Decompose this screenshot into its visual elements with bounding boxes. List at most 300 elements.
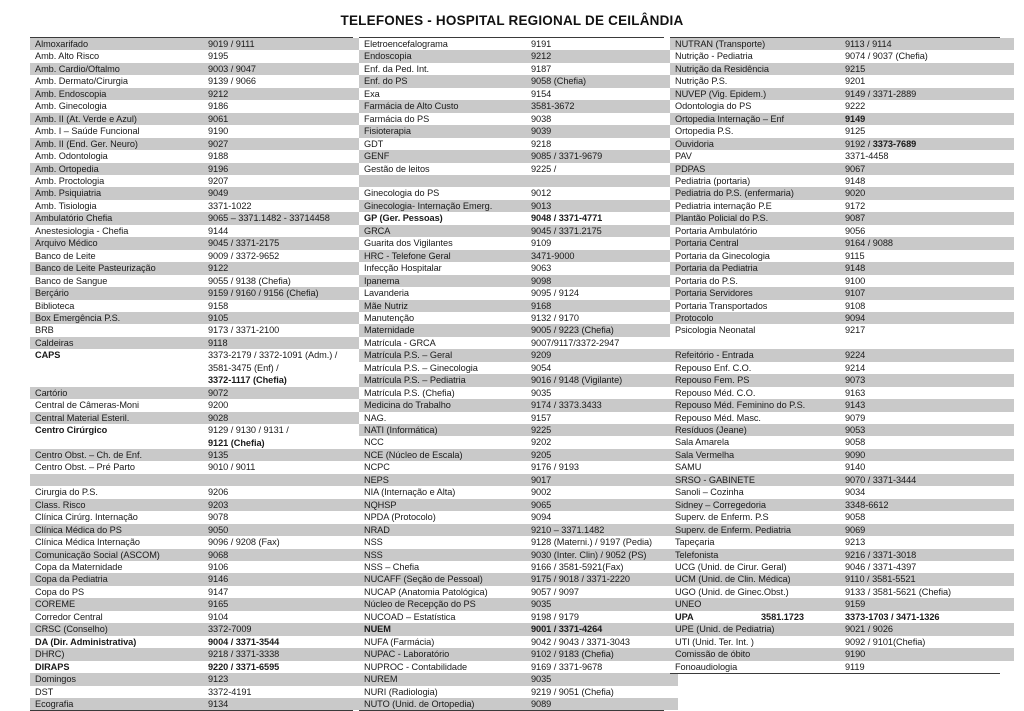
- table-row: [670, 636, 1014, 648]
- phone-number: 3471-9000: [526, 250, 678, 262]
- department-name: Endoscopia: [359, 50, 526, 62]
- table-row: [30, 187, 367, 199]
- phone-number: 9017: [526, 474, 678, 486]
- table-row: [670, 88, 1014, 100]
- table-row: [359, 63, 678, 75]
- table-row: [30, 287, 367, 299]
- department-name: Amb. Psiquiatria: [30, 187, 203, 199]
- table-row: [670, 436, 1014, 448]
- phone-number: 3372-7009: [203, 623, 367, 635]
- department-name: NUPAC - Laboratório: [359, 648, 526, 660]
- phone-number: 9166 / 3581-5921(Fax): [526, 561, 678, 573]
- department-name: NIA (Internação e Alta): [359, 486, 526, 498]
- department-name: NCC: [359, 436, 526, 448]
- table-row: [359, 349, 678, 361]
- phone-number: 9108: [840, 300, 1014, 312]
- phone-number: 9058 (Chefia): [526, 75, 678, 87]
- phone-number: 9119: [840, 661, 1014, 673]
- phone-number: 9085 / 3371-9679: [526, 150, 678, 162]
- department-name: Amb. Odontologia: [30, 150, 203, 162]
- department-name: SAMU: [670, 461, 840, 473]
- phone-number: 9215: [840, 63, 1014, 75]
- department-name: Amb. Cardio/Oftalmo: [30, 63, 203, 75]
- department-name: Telefonista: [670, 549, 840, 561]
- table-row: [30, 225, 367, 237]
- table-row: [30, 374, 367, 386]
- phone-number: 3348-6612: [840, 499, 1014, 511]
- phone-number: 3373-2179 / 3372-1091 (Adm.) /: [203, 349, 367, 361]
- phone-number: 9106: [203, 561, 367, 573]
- department-name: GP (Ger. Pessoas): [359, 212, 526, 224]
- department-name: Banco de Leite: [30, 250, 203, 262]
- phone-number: 3581-3475 (Enf) /: [203, 362, 367, 374]
- table-row: [359, 686, 678, 698]
- phone-number: 9146: [203, 573, 367, 585]
- table-row: [359, 300, 678, 312]
- table-row: [30, 549, 367, 561]
- department-name: Superv. de Enferm. Pediatria: [670, 524, 840, 536]
- telephone-table-2: [359, 38, 678, 710]
- department-name: Portaria do P.S.: [670, 275, 840, 287]
- table-row: [30, 636, 367, 648]
- phone-number: 9190: [203, 125, 367, 137]
- table-row: [359, 38, 678, 50]
- department-name: Domingos: [30, 673, 203, 685]
- department-name: NEPS: [359, 474, 526, 486]
- phone-number: 9034: [840, 486, 1014, 498]
- table-row: [670, 536, 1014, 548]
- table-row: [359, 387, 678, 399]
- table-row: [670, 598, 1014, 610]
- table-row: [670, 661, 1014, 673]
- department-name: Matrícula P.S. – Pediatria: [359, 374, 526, 386]
- department-name: Biblioteca: [30, 300, 203, 312]
- phone-number: 9079: [840, 412, 1014, 424]
- table-row: [359, 611, 678, 623]
- department-name: Amb. I – Saúde Funcional: [30, 125, 203, 137]
- department-name: UCM (Unid. de Clin. Médica): [670, 573, 840, 585]
- department-name: Odontologia do PS: [670, 100, 840, 112]
- phone-number: 9165: [203, 598, 367, 610]
- department-name: Anestesiologia - Chefia: [30, 225, 203, 237]
- department-name: [30, 437, 203, 449]
- table-row: [359, 75, 678, 87]
- table-row: [30, 175, 367, 187]
- phone-number: 9225 /: [526, 163, 678, 175]
- phone-number: 9123: [203, 673, 367, 685]
- table-row: [670, 499, 1014, 511]
- department-name: Banco de Sangue: [30, 275, 203, 287]
- table-row: [359, 598, 678, 610]
- department-name: BRB: [30, 324, 203, 336]
- department-name: Centro Cirúrgico: [30, 424, 203, 436]
- phone-number: 9065: [526, 499, 678, 511]
- department-name: UPE (Unid. de Pediatria): [670, 623, 840, 635]
- phone-number: 9168: [526, 300, 678, 312]
- phone-number: 9028: [203, 412, 367, 424]
- phone-number: 9187: [526, 63, 678, 75]
- table-row: [30, 75, 367, 87]
- phone-number: 9218 / 3371-3338: [203, 648, 367, 660]
- department-name: Portaria da Ginecologia: [670, 250, 840, 262]
- table-row: [30, 125, 367, 137]
- table-row: [670, 275, 1014, 287]
- phone-number: 9222: [840, 100, 1014, 112]
- table-row: [30, 524, 367, 536]
- phone-number: 9118: [203, 337, 367, 349]
- table-row: [670, 586, 1014, 598]
- department-name: NAG.: [359, 412, 526, 424]
- phone-number: 9061: [203, 113, 367, 125]
- department-name: Portaria Transportados: [670, 300, 840, 312]
- phone-number: 9132 / 9170: [526, 312, 678, 324]
- department-name: Enf. da Ped. Int.: [359, 63, 526, 75]
- department-name: Centro Obst. – Ch. de Enf.: [30, 449, 203, 461]
- department-name: Ginecologia do PS: [359, 187, 526, 199]
- department-name: Amb. Alto Risco: [30, 50, 203, 62]
- phone-number: 9068: [203, 549, 367, 561]
- phone-number: 9163: [840, 387, 1014, 399]
- phone-number: 9089: [526, 698, 678, 710]
- table-row: [30, 698, 367, 710]
- phone-number: 9049: [203, 187, 367, 199]
- table-row: [670, 287, 1014, 299]
- table-row: [30, 686, 367, 698]
- phone-number: 9110 / 3581-5521: [840, 573, 1014, 585]
- phone-number: 9003 / 9047: [203, 63, 367, 75]
- phone-number: 9158: [203, 300, 367, 312]
- department-name: Copa da Maternidade: [30, 561, 203, 573]
- department-name: [30, 374, 203, 386]
- department-name: Portaria Ambulatório: [670, 225, 840, 237]
- phone-number: 9210 – 3371.1482: [526, 524, 678, 536]
- department-name: Resíduos (Jeane): [670, 424, 840, 436]
- table-row: [359, 113, 678, 125]
- department-name: CAPS: [30, 349, 203, 361]
- phone-number: 9094: [526, 511, 678, 523]
- phone-number: 9140: [840, 461, 1014, 473]
- phone-number: 9143: [840, 399, 1014, 411]
- department-name: NUTO (Unid. de Ortopedia): [359, 698, 526, 710]
- table-row: [30, 212, 367, 224]
- department-name: Repouso Méd. Feminino do P.S.: [670, 399, 840, 411]
- department-name: PAV: [670, 150, 840, 162]
- department-name: DA (Dir. Administrativa): [30, 636, 203, 648]
- table-row: [30, 150, 367, 162]
- table-row: [359, 573, 678, 585]
- department-name: Farmácia do PS: [359, 113, 526, 125]
- department-name: DST: [30, 686, 203, 698]
- department-name: [30, 474, 203, 486]
- department-name: Amb. Endoscopia: [30, 88, 203, 100]
- phone-number: 9157: [526, 412, 678, 424]
- department-name: Box Emergência P.S.: [30, 312, 203, 324]
- phone-number: 9218: [526, 138, 678, 150]
- department-name: Repouso Méd. C.O.: [670, 387, 840, 399]
- department-name: NUREM: [359, 673, 526, 685]
- table-row: [670, 337, 1014, 349]
- phone-number: [203, 474, 367, 486]
- department-name: Núcleo de Recepção do PS: [359, 598, 526, 610]
- table-row: [670, 399, 1014, 411]
- phone-number: 9205: [526, 449, 678, 461]
- phone-number: 9005 / 9223 (Chefia): [526, 324, 678, 336]
- telephone-table-1: [30, 38, 367, 710]
- phone-number: 9048 / 3371-4771: [526, 212, 678, 224]
- phone-number: 9016 / 9148 (Vigilante): [526, 374, 678, 386]
- department-name: Fisioterapia: [359, 125, 526, 137]
- table-row: [359, 287, 678, 299]
- department-name: Cartório: [30, 387, 203, 399]
- table-row: [30, 661, 367, 673]
- phone-number: 9055 / 9138 (Chefia): [203, 275, 367, 287]
- phone-number: 9121 (Chefia): [203, 437, 367, 449]
- table-row: [30, 412, 367, 424]
- table-row: [359, 262, 678, 274]
- table-row: [30, 573, 367, 585]
- phone-number: 9200: [203, 399, 367, 411]
- phone-number: 9010 / 9011: [203, 461, 367, 473]
- phone-number: 9135: [203, 449, 367, 461]
- directory-column-3: [670, 37, 1000, 674]
- table-row: [670, 424, 1014, 436]
- department-name: Banco de Leite Pasteurização: [30, 262, 203, 274]
- phone-number: 9190: [840, 648, 1014, 660]
- phone-number: 9214: [840, 362, 1014, 374]
- phone-number: 3373-1703 / 3471-1326: [840, 611, 1014, 623]
- table-row: [30, 623, 367, 635]
- phone-number: 9173 / 3371-2100: [203, 324, 367, 336]
- table-row: [670, 324, 1014, 336]
- table-row: [359, 100, 678, 112]
- phone-number: 9133 / 3581-5621 (Chefia): [840, 586, 1014, 598]
- table-row: [359, 412, 678, 424]
- department-name: NPDA (Protocolo): [359, 511, 526, 523]
- department-name: Amb. Tisiologia: [30, 200, 203, 212]
- department-name: Nutrição da Residência: [670, 63, 840, 75]
- table-row: [670, 300, 1014, 312]
- table-row: [359, 275, 678, 287]
- department-name: Ouvidoria: [670, 138, 840, 150]
- phone-number: 9090: [840, 449, 1014, 461]
- phone-number: 9196: [203, 163, 367, 175]
- phone-number: 9027: [203, 138, 367, 150]
- department-name: Centro Obst. – Pré Parto: [30, 461, 203, 473]
- table-row: [359, 200, 678, 212]
- department-name: Nutrição P.S.: [670, 75, 840, 87]
- phone-number: 9100: [840, 275, 1014, 287]
- department-name: GENF: [359, 150, 526, 162]
- table-row: [670, 349, 1014, 361]
- phone-number: 9104: [203, 611, 367, 623]
- department-name: CRSC (Conselho): [30, 623, 203, 635]
- department-name: Portaria Servidores: [670, 287, 840, 299]
- phone-number: 9144: [203, 225, 367, 237]
- phone-number: 9067: [840, 163, 1014, 175]
- department-name: Cirurgia do P.S.: [30, 486, 203, 498]
- phone-number: 9039: [526, 125, 678, 137]
- phone-number: 9045 / 3371.2175: [526, 225, 678, 237]
- department-name: [359, 175, 526, 187]
- table-row: [359, 461, 678, 473]
- phone-number: 9175 / 9018 / 3371-2220: [526, 573, 678, 585]
- table-row: [30, 312, 367, 324]
- table-row: [30, 349, 367, 361]
- department-name: Pediatria do P.S. (enfermaria): [670, 187, 840, 199]
- department-name: DIRAPS: [30, 661, 203, 673]
- table-row: [30, 399, 367, 411]
- phone-number: 3372-4191: [203, 686, 367, 698]
- phone-number: 9042 / 9043 / 3371-3043: [526, 636, 678, 648]
- table-row: [670, 100, 1014, 112]
- phone-number: 9217: [840, 324, 1014, 336]
- table-row: [359, 150, 678, 162]
- department-name: Fonoaudiologia: [670, 661, 840, 673]
- phone-number: 9035: [526, 673, 678, 685]
- table-row: [359, 499, 678, 511]
- department-name: Farmácia de Alto Custo: [359, 100, 526, 112]
- table-row: [30, 611, 367, 623]
- table-row: [670, 150, 1014, 162]
- table-row: [30, 387, 367, 399]
- phone-number: 9172: [840, 200, 1014, 212]
- phone-number: 9109: [526, 237, 678, 249]
- phone-number: 9147: [203, 586, 367, 598]
- department-name: NUCOAD – Estatística: [359, 611, 526, 623]
- department-name: Matrícula P.S. – Ginecologia: [359, 362, 526, 374]
- table-row: [359, 374, 678, 386]
- page-title: TELEFONES - HOSPITAL REGIONAL DE CEILÂNDIA: [340, 13, 684, 28]
- table-row: [670, 387, 1014, 399]
- department-name: Ipanema: [359, 275, 526, 287]
- phone-number: 9128 (Materni.) / 9197 (Pedia): [526, 536, 678, 548]
- table-row: [359, 225, 678, 237]
- phone-number: 9176 / 9193: [526, 461, 678, 473]
- phone-number-primary: 9192 /: [845, 138, 873, 149]
- department-name: Matrícula P.S. – Geral: [359, 349, 526, 361]
- phone-number: 9050: [203, 524, 367, 536]
- phone-number: 9134: [203, 698, 367, 710]
- phone-number: 9002: [526, 486, 678, 498]
- phone-number: 9216 / 3371-3018: [840, 549, 1014, 561]
- department-name: Corredor Central: [30, 611, 203, 623]
- table-row: [30, 163, 367, 175]
- table-row: [359, 698, 678, 710]
- phone-number: 9107: [840, 287, 1014, 299]
- phone-number: 3581-3672: [526, 100, 678, 112]
- table-row: [359, 50, 678, 62]
- table-row: [359, 623, 678, 635]
- phone-number: 9069: [840, 524, 1014, 536]
- department-name: Pediatria (portaria): [670, 175, 840, 187]
- table-row: [30, 461, 367, 473]
- phone-number: 9198 / 9179: [526, 611, 678, 623]
- table-row: [30, 499, 367, 511]
- table-row: [30, 200, 367, 212]
- department-name: Clínica Médica do PS: [30, 524, 203, 536]
- table-row: [670, 250, 1014, 262]
- phone-number: 9021 / 9026: [840, 623, 1014, 635]
- table-row: [359, 661, 678, 673]
- table-row: [670, 50, 1014, 62]
- department-name: Guarita dos Vigilantes: [359, 237, 526, 249]
- department-name: NUEM: [359, 623, 526, 635]
- table-row: [30, 237, 367, 249]
- department-name: Sala Amarela: [670, 436, 840, 448]
- phone-number: 9219 / 9051 (Chefia): [526, 686, 678, 698]
- phone-number-secondary: 3581.1723: [761, 611, 804, 622]
- department-name: Eletroencefalograma: [359, 38, 526, 50]
- phone-number: 9074 / 9037 (Chefia): [840, 50, 1014, 62]
- table-row: [30, 449, 367, 461]
- table-row: [30, 474, 367, 486]
- department-name: DHRC): [30, 648, 203, 660]
- phone-number: 9096 / 9208 (Fax): [203, 536, 367, 548]
- department-name: UGO (Unid. de Ginec.Obst.): [670, 586, 840, 598]
- department-name: Central de Câmeras-Moni: [30, 399, 203, 411]
- phone-number: 9224: [840, 349, 1014, 361]
- directory-column-1: [30, 37, 353, 711]
- phone-number: 9212: [526, 50, 678, 62]
- department-name: Enf. do PS: [359, 75, 526, 87]
- table-row: [670, 163, 1014, 175]
- table-row: [359, 212, 678, 224]
- table-row: [670, 611, 1014, 623]
- table-row: [670, 113, 1014, 125]
- department-name: Ambulatório Chefia: [30, 212, 203, 224]
- department-name: Caldeiras: [30, 337, 203, 349]
- department-name: UCG (Unid. de Cirur. Geral): [670, 561, 840, 573]
- table-row: [30, 561, 367, 573]
- phone-number: 9020: [840, 187, 1014, 199]
- department-name: Clínica Cirúrg. Internação: [30, 511, 203, 523]
- table-row: [30, 324, 367, 336]
- phone-number: 9191: [526, 38, 678, 50]
- phone-number: 9186: [203, 100, 367, 112]
- department-name: Repouso Enf. C.O.: [670, 362, 840, 374]
- phone-number: 9201: [840, 75, 1014, 87]
- table-row: [359, 561, 678, 573]
- table-row: [670, 524, 1014, 536]
- table-row: [359, 138, 678, 150]
- department-name: NUCAP (Anatomia Patológica): [359, 586, 526, 598]
- phone-number: 9159: [840, 598, 1014, 610]
- department-name: HRC - Telefone Geral: [359, 250, 526, 262]
- department-name: Portaria Central: [670, 237, 840, 249]
- department-name: NUPROC - Contabilidade: [359, 661, 526, 673]
- department-name: NUVEP (Vig. Epidem.): [670, 88, 840, 100]
- phone-number: 9098: [526, 275, 678, 287]
- table-row: [359, 511, 678, 523]
- phone-number: 3371-4458: [840, 150, 1014, 162]
- phone-number: 9225: [526, 424, 678, 436]
- department-name: Infecção Hospitalar: [359, 262, 526, 274]
- phone-number: 9174 / 3373.3433: [526, 399, 678, 411]
- department-name: Amb. II (At. Verde e Azul): [30, 113, 203, 125]
- department-name: Amb. Ortopedia: [30, 163, 203, 175]
- phone-number: 9164 / 9088: [840, 237, 1014, 249]
- phone-number: 9203: [203, 499, 367, 511]
- phone-number: 9206: [203, 486, 367, 498]
- phone-number: 9007/9117/3372-2947: [526, 337, 678, 349]
- table-row: [359, 237, 678, 249]
- phone-number: 9087: [840, 212, 1014, 224]
- table-row: [30, 300, 367, 312]
- department-name: Almoxarifado: [30, 38, 203, 50]
- department-name: Copa do PS: [30, 586, 203, 598]
- table-row: [30, 100, 367, 112]
- table-row: [670, 573, 1014, 585]
